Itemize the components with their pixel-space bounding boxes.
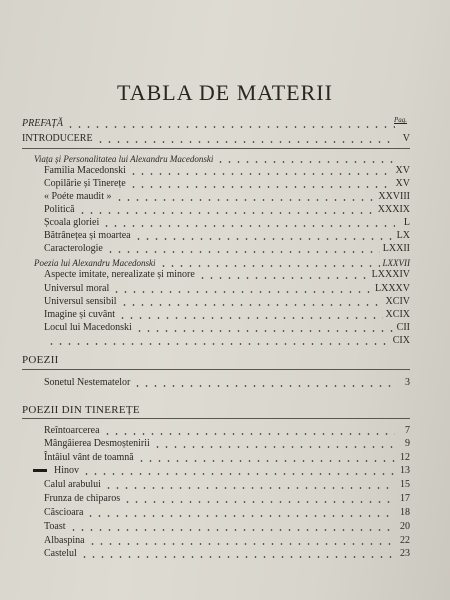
toc-entry-label: Albaspina — [44, 535, 85, 546]
toc-entry-label: Sonetul Nestematelor — [44, 377, 131, 388]
toc-row-prefata — [22, 117, 410, 130]
toc-entry-page: 20 — [400, 521, 410, 532]
toc-row — [44, 506, 410, 519]
toc-row — [44, 242, 410, 255]
leader-dots — [88, 543, 395, 545]
leader-dots — [129, 173, 393, 175]
toc-row — [44, 437, 410, 450]
leader-dots — [216, 161, 395, 163]
leader-dots — [135, 330, 394, 332]
toc-entry-label: Poezia lui Alexandru Macedonski — [34, 258, 156, 268]
toc-entry-page: V — [402, 133, 410, 144]
toc-entry-page: LXXVII — [382, 258, 410, 268]
toc-entry-label: PREFAȚĂ — [22, 118, 63, 129]
toc-row — [44, 203, 410, 216]
toc-row — [44, 321, 410, 334]
leader-dots — [47, 343, 390, 345]
toc-entry-page: LX — [396, 230, 410, 241]
toc-entry-page: XCIV — [385, 296, 410, 307]
toc-entry-page: LXXXIV — [371, 269, 410, 280]
toc-row — [44, 376, 410, 389]
toc-row — [44, 268, 410, 281]
leader-dots — [153, 446, 395, 448]
section-heading-poezii: POEZII — [22, 354, 59, 366]
toc-entry-label: Caracterologie — [44, 243, 103, 254]
toc-entry-page: 3 — [405, 377, 410, 388]
toc-entry-label: Hinov — [54, 465, 79, 476]
toc-entry-label: Bătrânețea și moartea — [44, 230, 131, 241]
toc-row — [44, 282, 410, 295]
leader-dots — [78, 212, 375, 214]
toc-entry-page: LXXXV — [375, 283, 410, 294]
leader-dots — [123, 501, 395, 503]
leader-dots — [134, 238, 394, 240]
divider — [22, 418, 410, 419]
leader-dots — [103, 433, 395, 435]
toc-entry-label: Copilărie și Tinerețe — [44, 178, 126, 189]
toc-row — [44, 424, 410, 437]
toc-row — [44, 308, 410, 321]
toc-entry-label: Familia Macedonski — [44, 165, 126, 176]
toc-row — [44, 190, 410, 203]
toc-row — [44, 451, 410, 464]
divider — [22, 369, 410, 370]
leader-dots — [118, 317, 382, 319]
toc-entry-page: 22 — [400, 535, 410, 546]
toc-entry-label: Castelul — [44, 548, 77, 559]
toc-entry-page: 12 — [400, 452, 410, 463]
toc-entry-label: Viața și Personalitatea lui Alexandru Macedonski — [34, 154, 214, 164]
leader-dots — [66, 126, 395, 128]
toc-entry-label: Școala gloriei — [44, 217, 100, 228]
leader-dots — [115, 199, 376, 201]
toc-entry-page: XXVIII — [378, 191, 410, 202]
leader-dots — [120, 304, 383, 306]
divider — [22, 148, 410, 149]
toc-entry-label: INTRODUCERE — [22, 133, 93, 144]
toc-entry-label: Toast — [44, 521, 66, 532]
toc-entry-page: L — [403, 217, 410, 228]
leader-dots — [112, 291, 372, 293]
toc-row-marked — [54, 464, 410, 477]
toc-entry-page: 13 — [400, 465, 410, 476]
toc-row — [44, 520, 410, 533]
leader-dots — [137, 460, 395, 462]
toc-row-introducere — [22, 132, 410, 145]
toc-row — [44, 492, 410, 505]
toc-entry-page: XXXIX — [377, 204, 410, 215]
leader-dots — [96, 141, 395, 143]
toc-entry-label: Politică — [44, 204, 75, 215]
toc-entry-page: 7 — [405, 425, 410, 436]
toc-row — [44, 177, 410, 190]
toc-row — [44, 295, 410, 308]
page-column-label: Pag. — [394, 116, 408, 124]
toc-entry-page: 18 — [400, 507, 410, 518]
toc-row — [44, 547, 410, 560]
toc-entry-page: 17 — [400, 493, 410, 504]
page-title: TABLA DE MATERII — [117, 80, 333, 105]
pen-mark — [33, 469, 47, 472]
leader-dots — [86, 515, 395, 517]
toc-row — [44, 216, 410, 229]
leader-dots — [106, 251, 380, 253]
toc-entry-page: 9 — [405, 438, 410, 449]
toc-entry-label: Mângâierea Desmoștenirii — [44, 438, 150, 449]
toc-row — [44, 164, 410, 177]
leader-dots — [159, 265, 380, 267]
toc-entry-page: 23 — [400, 548, 410, 559]
leader-dots — [133, 385, 395, 387]
leader-dots — [129, 186, 393, 188]
toc-entry-page: XV — [395, 178, 410, 189]
toc-entry-label: Căscioara — [44, 507, 84, 518]
toc-entry-label: Calul arabului — [44, 479, 101, 490]
toc-row — [44, 229, 410, 242]
leader-dots — [69, 529, 395, 531]
leader-dots — [198, 277, 369, 279]
toc-entry-label: Imagine și cuvânt — [44, 309, 116, 320]
section-heading-tinerete: POEZII DIN TINEREȚE — [22, 404, 140, 416]
toc-entry-label: Universul sensibil — [44, 296, 117, 307]
toc-entry-label: Aspecte imitate, nerealizate și minore — [44, 269, 195, 280]
toc-row — [44, 478, 410, 491]
toc-entry-page: XV — [395, 165, 410, 176]
toc-entry-label: Întâiul vânt de toamnă — [44, 452, 134, 463]
toc-entry-page: CIX — [392, 335, 410, 346]
toc-row — [44, 534, 410, 547]
toc-entry-page: 15 — [400, 479, 410, 490]
toc-row — [44, 334, 410, 347]
leader-dots — [80, 556, 395, 558]
toc-entry-page: XCIX — [385, 309, 410, 320]
toc-entry-page: LXXII — [382, 243, 410, 254]
leader-dots — [104, 487, 395, 489]
leader-dots — [102, 225, 395, 227]
toc-entry-label: Reîntoarcerea — [44, 425, 100, 436]
toc-entry-page: CII — [396, 322, 410, 333]
toc-entry-label: « Poéte maudit » — [44, 191, 112, 202]
toc-entry-label: Universul moral — [44, 283, 110, 294]
leader-dots — [82, 473, 395, 475]
toc-entry-label: Frunza de chiparos — [44, 493, 121, 504]
toc-entry-label: Locul lui Macedonski — [44, 322, 132, 333]
